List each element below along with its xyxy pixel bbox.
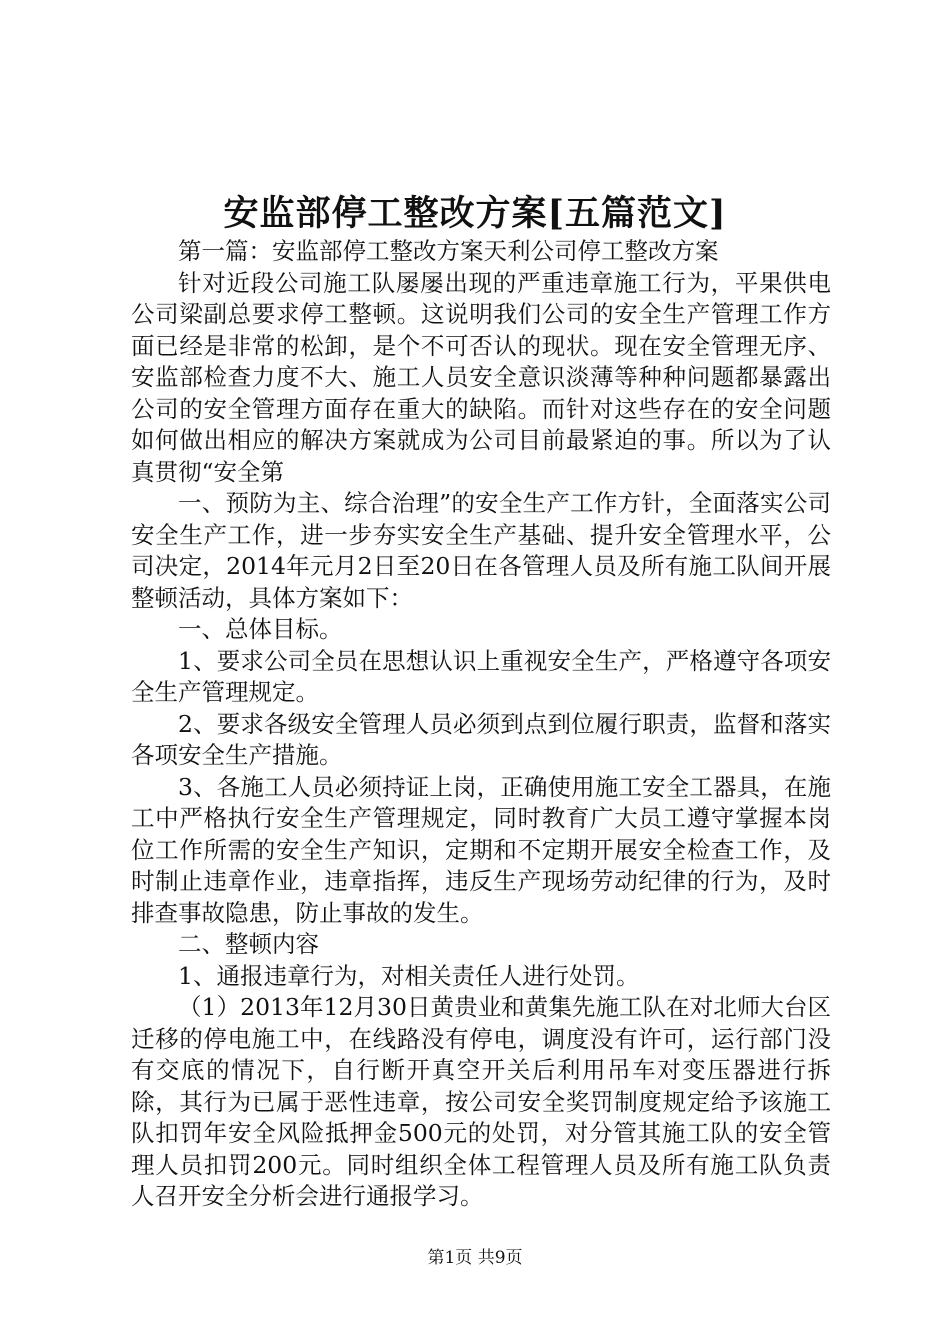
paragraph: 2、要求各级安全管理人员必须到点到位履行职责，监督和落实各项安全生产措施。 xyxy=(131,709,831,769)
document-body xyxy=(131,236,831,1213)
section-heading: 一、总体目标。 xyxy=(178,615,343,643)
paragraph: 针对近段公司施工队屡屡出现的严重违章施工行为，平果供电公司梁副总要求停工整顿。这说明我们公司的安全生产管理工作方面已经是非常的松卸，是个不可否认的现状。现在安全管理无序、安监部检查力度不大、施工人员安全意识淡薄等种种问题都暴露出公司的安全管理方面存在重大的缺陷。而针对这些存在的安全问题如何做出相应的解决方案就成为公司目前最紧迫的事。所以为了认真贯彻“安全第 xyxy=(131,268,831,486)
paragraph: 3、各施工人员必须持证上岗，正确使用施工安全工器具，在施工中严格执行安全生产管理规定，同时教育广大员工遵守掌握本岗位工作所需的安全生产知识，定期和不定期开展安全检查工作，及时制止违章作业，违章指挥，违反生产现场劳动纪律的行为，及时排查事故隐患，防止事故的发生。 xyxy=(131,772,831,927)
paragraph: 1、要求公司全员在思想认识上重视安全生产，严格遵守各项安全生产管理规定。 xyxy=(131,646,831,706)
paragraph: 一、预防为主、综合治理”的安全生产工作方针，全面落实公司安全生产工作，进一步夯实安全生产基础、提升安全管理水平，公司决定，2014年元月2日至20日在各管理人员及所有施工队间开展整顿活动，具体方案如下： xyxy=(131,489,831,612)
section-heading: 二、整顿内容 xyxy=(178,930,319,958)
paragraph-subtitle: 第一篇：安监部停工整改方案天利公司停工整改方案 xyxy=(178,237,719,265)
paragraph: 1、通报违章行为，对相关责任人进行处罚。 xyxy=(178,961,640,990)
paragraph: （1）2013年12月30日黄贵业和黄集先施工队在对北师大台区迁移的停电施工中，在线路没有停电，调度没有许可，运行部门没有交底的情况下，自行断开真空开关后利用吊车对变压器进行拆除，其行为已属于恶性违章，按公司安全奖罚制度规定给予该施工队扣罚年安全风险抵押金500元的处罚，对分管其施工队的安全管理人员扣罚200元。同时组织全体工程管理人员及所有施工队负责人召开安全分析会进行通报学习。 xyxy=(131,993,831,1210)
page-footer: 第1页 共9页 xyxy=(427,1248,523,1268)
document-title: 安监部停工整改方案[五篇范文] xyxy=(223,193,727,234)
